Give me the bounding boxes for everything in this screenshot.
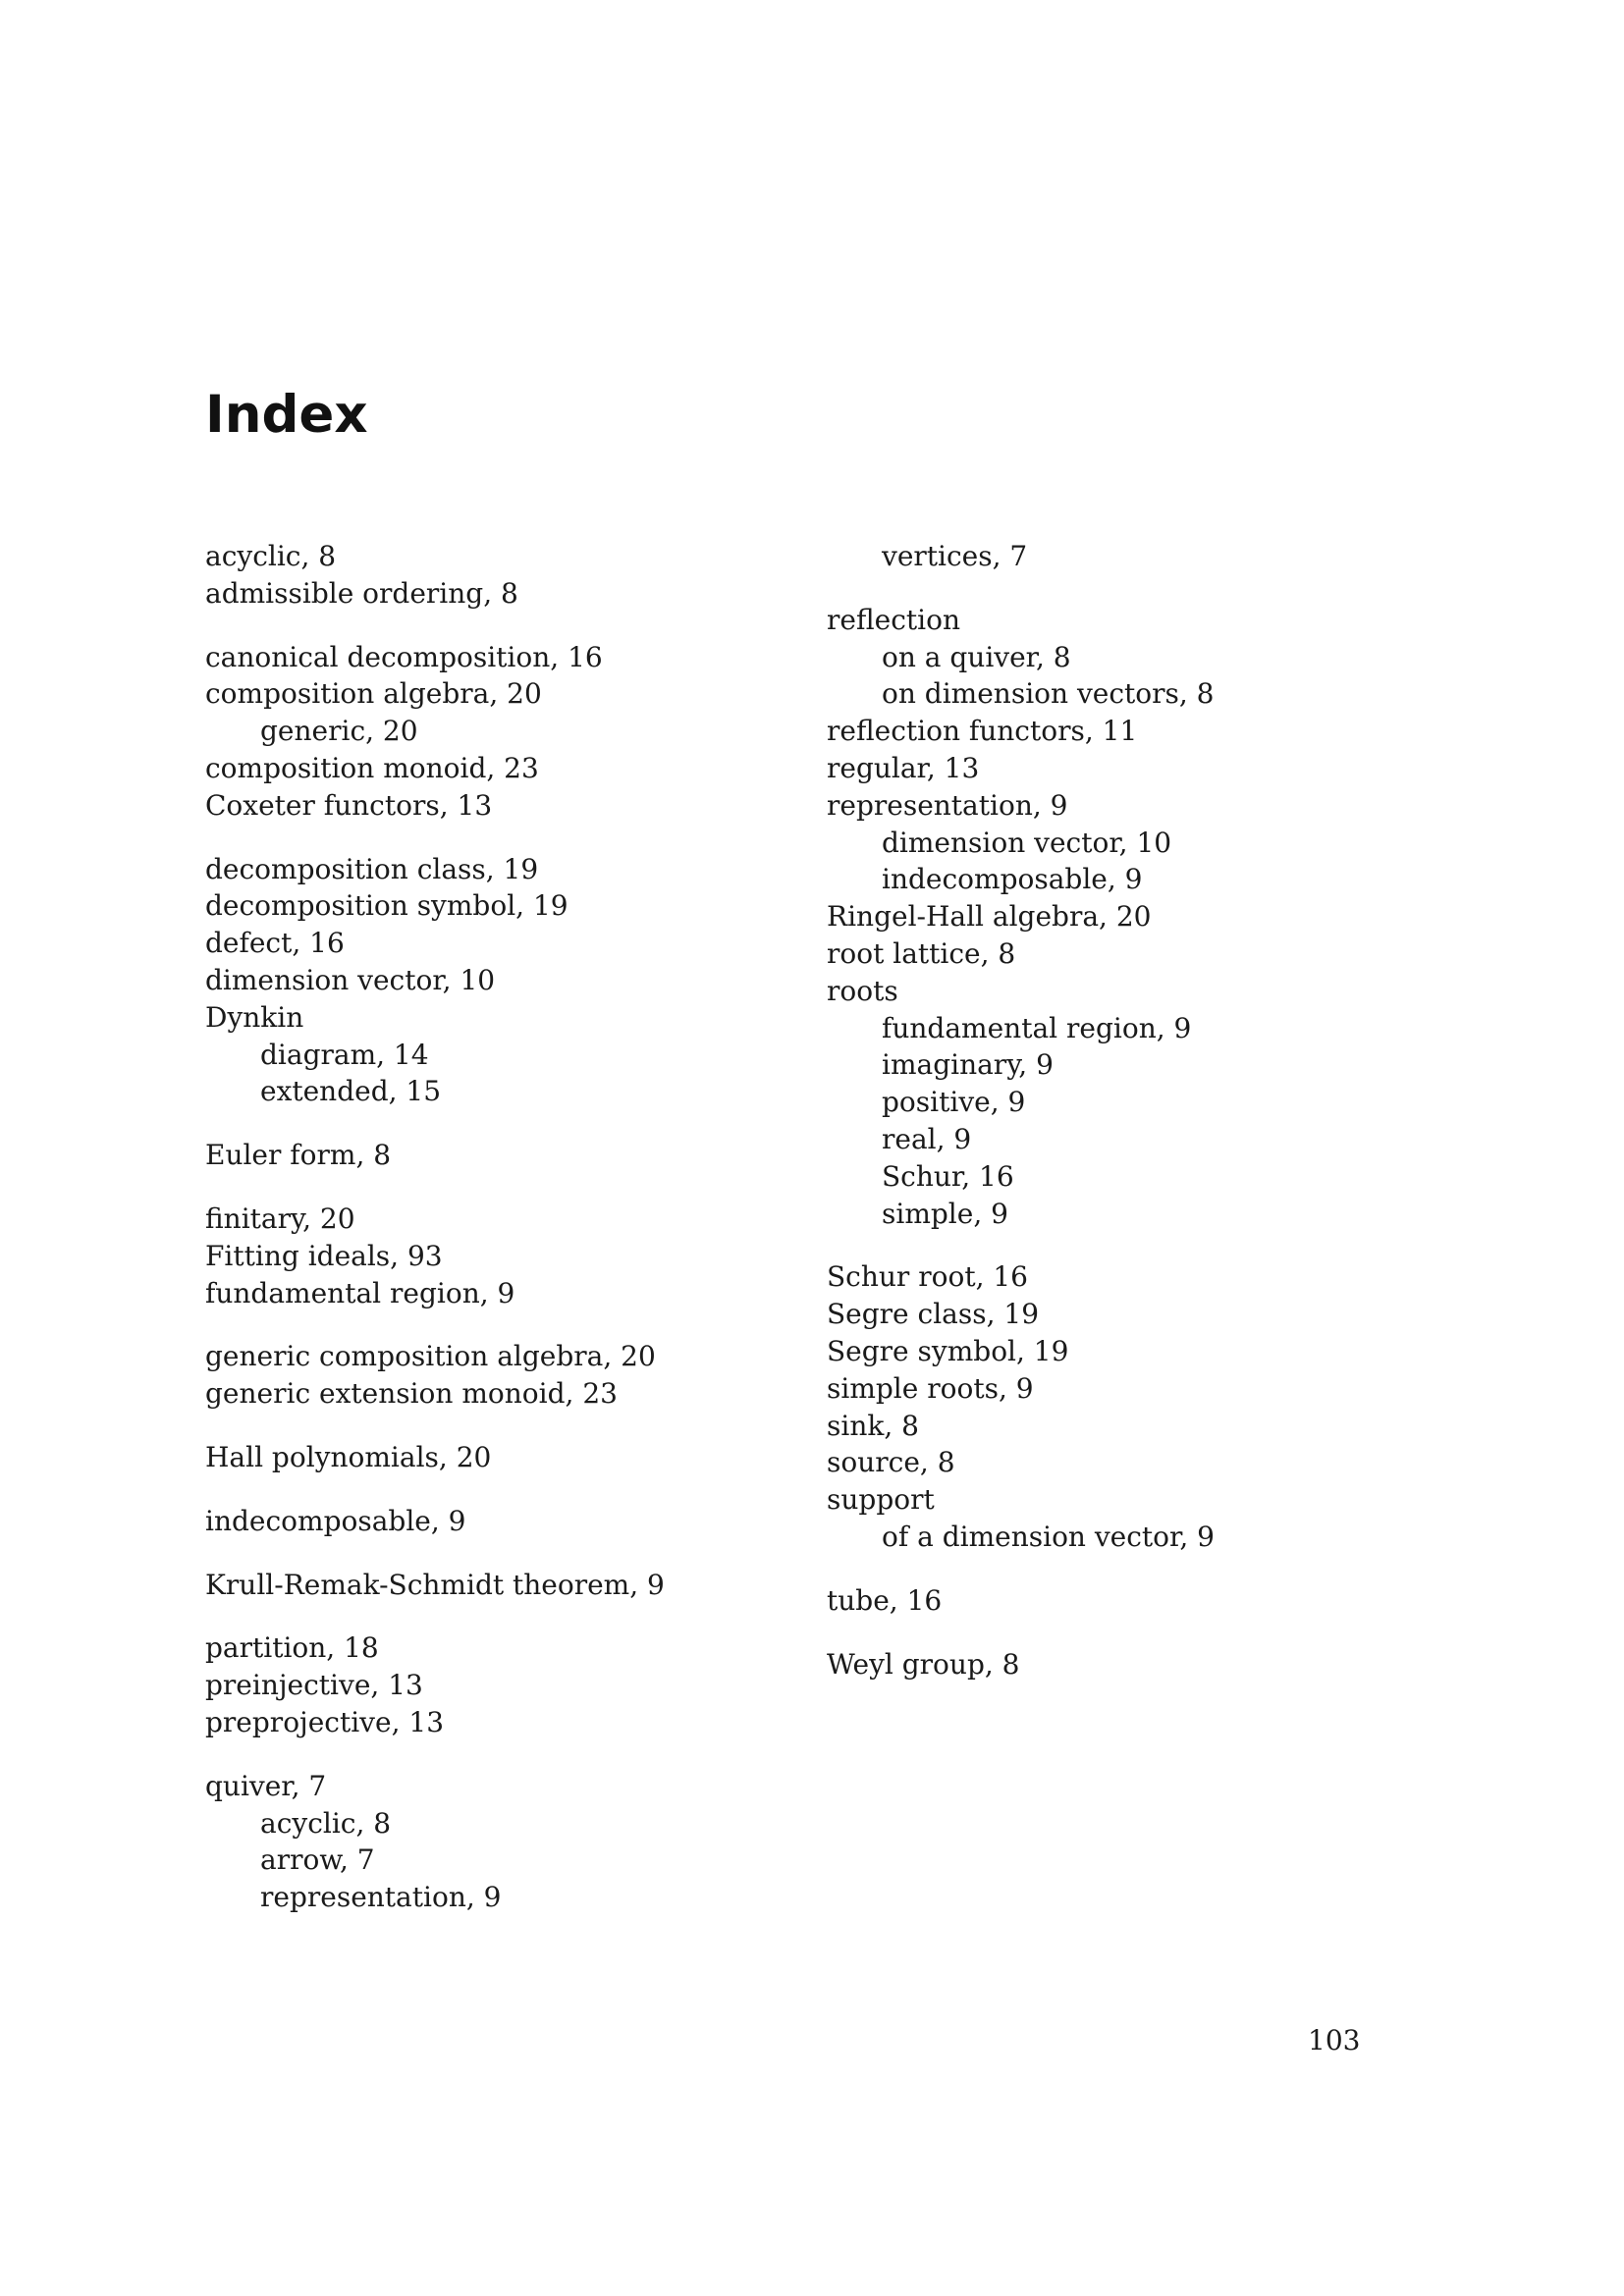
index-entry: Schur root, 16 — [827, 1260, 1028, 1294]
index-entry: Coxeter functors, 13 — [205, 788, 493, 822]
index-entry: source, 8 — [827, 1446, 955, 1479]
index-entry: support — [827, 1483, 935, 1517]
index-entry: dimension vector, 10 — [205, 963, 496, 996]
index-subentry: indecomposable, 9 — [882, 863, 1143, 896]
index-subentry: generic, 20 — [260, 715, 418, 748]
index-subentry: of a dimension vector, 9 — [882, 1520, 1215, 1553]
index-subentry: simple, 9 — [882, 1197, 1008, 1230]
index-entry: tube, 16 — [827, 1583, 943, 1617]
index-group — [205, 1137, 814, 1174]
index-entry: Segre symbol, 19 — [827, 1334, 1069, 1367]
index-entry: Ringel-Hall algebra, 20 — [827, 900, 1152, 934]
index-entry: acyclic, 8 — [205, 540, 337, 572]
index-entry: fundamental region, 9 — [205, 1276, 515, 1309]
index-entry: generic composition algebra, 20 — [205, 1340, 656, 1373]
index-subentry: acyclic, 8 — [260, 1806, 392, 1840]
index-group — [205, 1439, 814, 1476]
index-subentry: arrow, 7 — [260, 1843, 375, 1877]
index-entry: generic extension monoid, 23 — [205, 1377, 618, 1411]
index-entry: preprojective, 13 — [205, 1705, 445, 1738]
index-group — [827, 1258, 1435, 1555]
index-entry: admissible ordering, 8 — [205, 576, 518, 610]
index-entry: quiver, 7 — [205, 1769, 327, 1802]
index-entry: Segre class, 19 — [827, 1298, 1040, 1331]
index-subentry: positive, 9 — [882, 1086, 1026, 1119]
index-group — [205, 538, 814, 613]
index-group — [205, 1629, 814, 1740]
index-entry: composition algebra, 20 — [205, 677, 542, 711]
index-group — [205, 639, 814, 825]
index-subentry: imaginary, 9 — [882, 1048, 1054, 1082]
index-subentry: Schur, 16 — [882, 1159, 1014, 1193]
index-entry: indecomposable, 9 — [205, 1504, 466, 1537]
index-entry: preinjective, 13 — [205, 1669, 423, 1702]
index-subentry: dimension vector, 10 — [882, 826, 1172, 859]
index-entry: Hall polynomials, 20 — [205, 1440, 492, 1473]
index-entry: Dynkin — [205, 1000, 304, 1034]
index-entry: Krull-Remak-Schmidt theorem, 9 — [205, 1568, 665, 1601]
index-entry: roots — [827, 974, 898, 1007]
index-entry: representation, 9 — [827, 788, 1068, 822]
index-entry: regular, 13 — [827, 751, 980, 784]
index-entry: partition, 18 — [205, 1631, 379, 1665]
index-entry: composition monoid, 23 — [205, 751, 539, 784]
index-entry: finitary, 20 — [205, 1201, 355, 1235]
index-subentry: diagram, 14 — [260, 1038, 429, 1071]
index-group — [205, 1768, 814, 1916]
index-group — [827, 602, 1435, 1233]
index-entry: reflection — [827, 603, 960, 636]
index-entry: Fitting ideals, 93 — [205, 1239, 443, 1272]
index-group — [827, 1646, 1435, 1683]
index-subentry: fundamental region, 9 — [882, 1011, 1192, 1044]
index-subentry: real, 9 — [882, 1122, 972, 1155]
index-group — [827, 1582, 1435, 1620]
index-entry: simple roots, 9 — [827, 1371, 1034, 1405]
index-group — [205, 1201, 814, 1311]
page-title: Index — [205, 385, 368, 445]
index-entry: Weyl group, 8 — [827, 1647, 1020, 1681]
index-entry: canonical decomposition, 16 — [205, 640, 603, 673]
index-subentry: vertices, 7 — [882, 540, 1028, 572]
index-column-left — [205, 538, 814, 1943]
index-entry: Euler form, 8 — [205, 1139, 392, 1172]
index-subentry: on dimension vectors, 8 — [882, 677, 1215, 711]
index-entry: sink, 8 — [827, 1409, 919, 1442]
index-group — [205, 1567, 814, 1604]
index-subentry: representation, 9 — [260, 1881, 502, 1914]
index-group — [205, 1503, 814, 1540]
index-entry: decomposition symbol, 19 — [205, 889, 568, 923]
index-group — [205, 1338, 814, 1413]
index-group — [827, 538, 1435, 575]
index-entry: defect, 16 — [205, 927, 345, 960]
page-number: 103 — [1308, 2024, 1361, 2056]
index-entry: root lattice, 8 — [827, 936, 1016, 970]
index-subentry: extended, 15 — [260, 1075, 442, 1108]
index-group — [205, 851, 814, 1111]
index-entry: reflection functors, 11 — [827, 715, 1138, 748]
index-entry: decomposition class, 19 — [205, 852, 539, 885]
index-column-right — [827, 538, 1435, 1709]
index-subentry: on a quiver, 8 — [882, 640, 1071, 673]
